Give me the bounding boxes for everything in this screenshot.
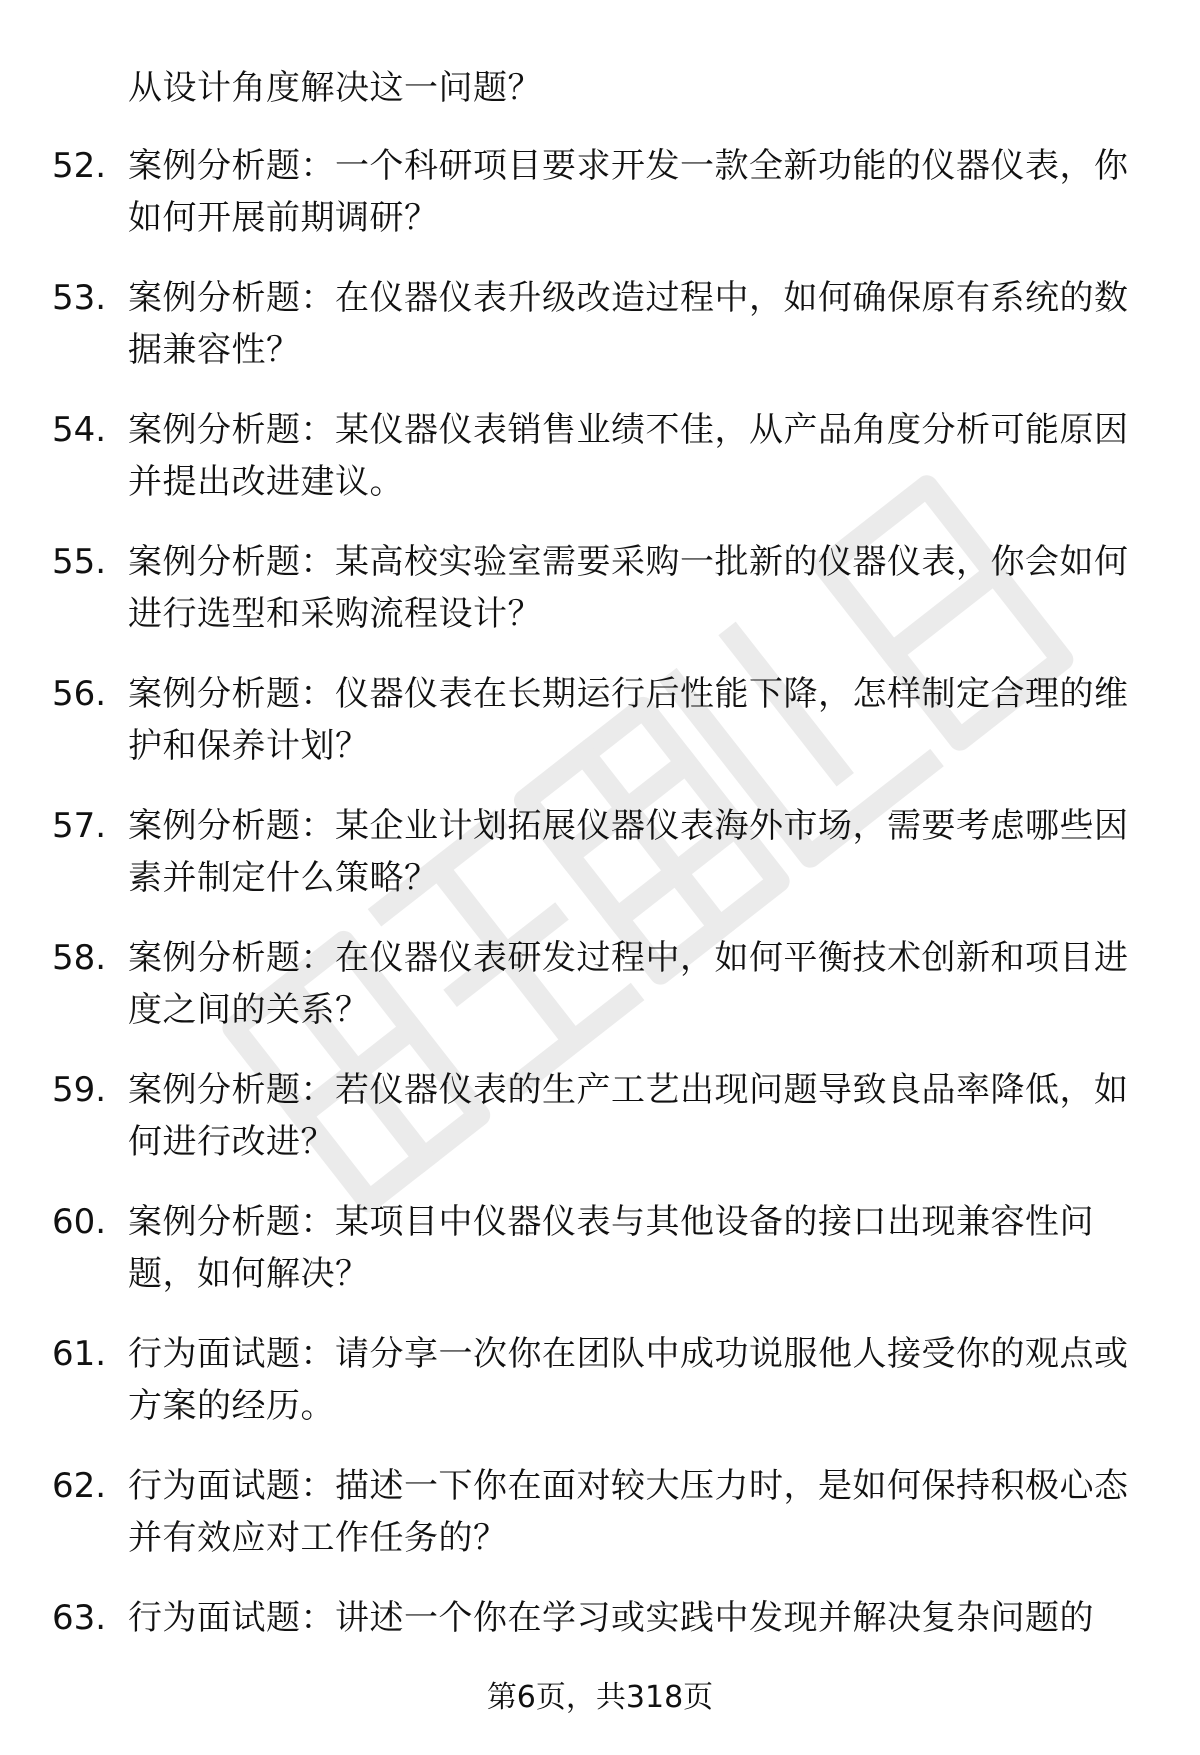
question-text: 行为面试题：讲述一个你在学习或实践中发现并解决复杂问题的 — [128, 1598, 1094, 1638]
page-footer: 第6页，共318页 — [486, 1680, 714, 1715]
question-item-55 — [0, 536, 1200, 668]
question-number: 58. — [52, 938, 107, 978]
question-list — [0, 140, 1200, 1724]
question-number: 52. — [52, 146, 107, 186]
question-number: 55. — [52, 542, 107, 582]
question-number: 62. — [52, 1466, 107, 1506]
question-number: 63. — [52, 1598, 107, 1638]
question-text: 案例分析题：若仪器仪表的生产工艺出现问题导致良品率降低，如何进行改进？ — [128, 1070, 1129, 1162]
question-number: 61. — [52, 1334, 107, 1374]
question-text: 行为面试题：请分享一次你在团队中成功说服他人接受你的观点或方案的经历。 — [128, 1334, 1129, 1426]
question-number: 56. — [52, 674, 107, 714]
question-text: 案例分析题：某企业计划拓展仪器仪表海外市场，需要考虑哪些因素并制定什么策略？ — [128, 806, 1129, 898]
question-text: 案例分析题：仪器仪表在长期运行后性能下降，怎样制定合理的维护和保养计划？ — [128, 674, 1129, 766]
question-text: 案例分析题：在仪器仪表升级改造过程中，如何确保原有系统的数据兼容性？ — [128, 278, 1129, 370]
question-item-58 — [0, 932, 1200, 1064]
question-item-53 — [0, 272, 1200, 404]
question-text: 案例分析题：某高校实验室需要采购一批新的仪器仪表，你会如何进行选型和采购流程设计？ — [128, 542, 1129, 634]
question-text: 案例分析题：在仪器仪表研发过程中，如何平衡技术创新和项目进度之间的关系？ — [128, 938, 1129, 1030]
question-number: 54. — [52, 410, 107, 450]
question-item-56 — [0, 668, 1200, 800]
question-text: 案例分析题：某仪器仪表销售业绩不佳，从产品角度分析可能原因并提出改进建议。 — [128, 410, 1129, 502]
question-item-57 — [0, 800, 1200, 932]
continued-question-text: 从设计角度解决这一问题？ — [128, 68, 542, 108]
question-item-54 — [0, 404, 1200, 536]
question-text: 案例分析题：某项目中仪器仪表与其他设备的接口出现兼容性问题，如何解决？ — [128, 1202, 1094, 1294]
question-number: 59. — [52, 1070, 107, 1110]
question-number: 57. — [52, 806, 107, 846]
question-item-59 — [0, 1064, 1200, 1196]
question-item-52 — [0, 140, 1200, 272]
question-item-61 — [0, 1328, 1200, 1460]
question-item-60 — [0, 1196, 1200, 1328]
question-number: 60. — [52, 1202, 107, 1242]
question-item-62 — [0, 1460, 1200, 1592]
question-text: 案例分析题：一个科研项目要求开发一款全新功能的仪器仪表，你如何开展前期调研？ — [128, 146, 1129, 238]
question-text: 行为面试题：描述一下你在面对较大压力时，是如何保持积极心态并有效应对工作任务的？ — [128, 1466, 1129, 1558]
question-number: 53. — [52, 278, 107, 318]
